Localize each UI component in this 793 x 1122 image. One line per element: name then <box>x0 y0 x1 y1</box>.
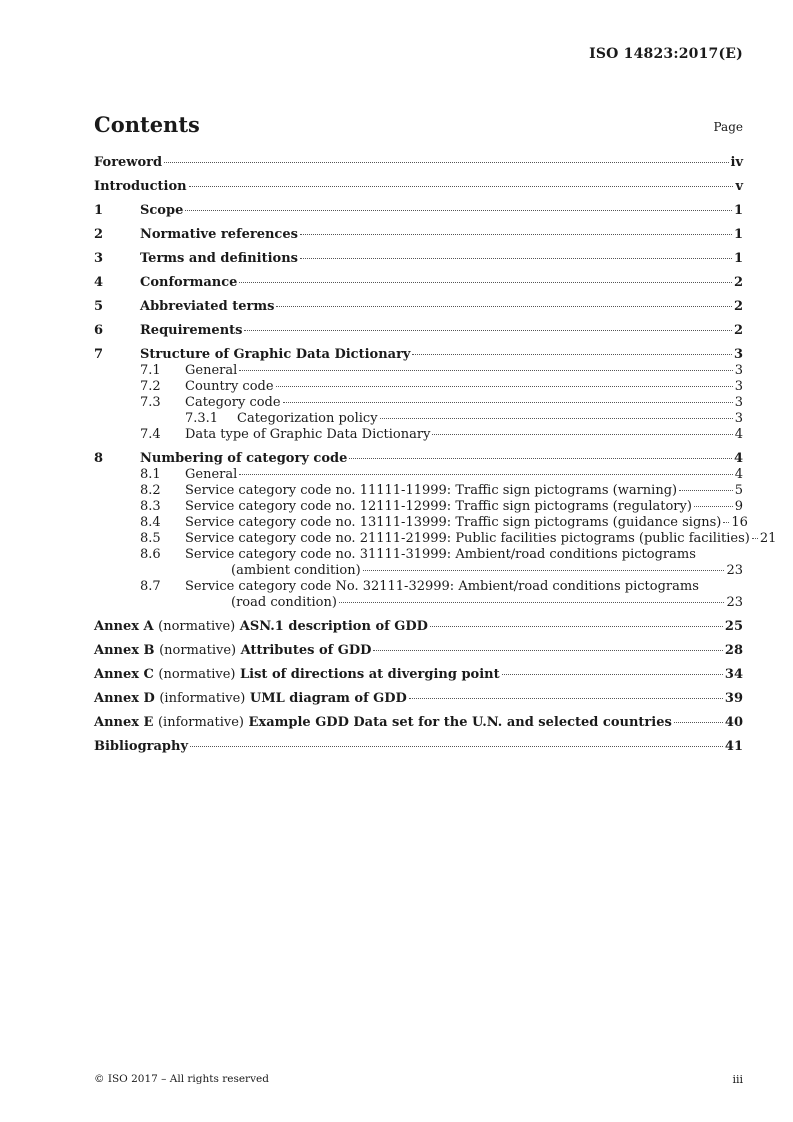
page-title: Contents <box>94 112 200 137</box>
toc-entry-title: Category code <box>185 395 281 410</box>
toc-entry-foreword[interactable] <box>94 155 743 171</box>
toc-entry-title-continued: (ambient condition) <box>231 563 361 578</box>
toc-entry-8-7[interactable] <box>94 579 743 595</box>
toc-entry-page: 2 <box>733 299 743 314</box>
toc-entry-number: 8.7 <box>140 579 161 594</box>
toc-entry-number: 1 <box>94 203 104 218</box>
toc-entry-page: 2 <box>733 275 743 290</box>
contents-header <box>94 112 743 138</box>
toc-entry-title: Country code <box>185 379 274 394</box>
toc-entry-title: Terms and definitions <box>140 251 298 266</box>
toc-entry-number: 8.6 <box>140 547 161 562</box>
toc-entry-annex-c[interactable] <box>94 667 743 683</box>
dot-leader <box>430 625 723 627</box>
dot-leader <box>349 457 732 459</box>
toc-entry-page: 41 <box>724 739 743 754</box>
toc-entry-page: 40 <box>724 715 743 730</box>
annex-kind: (normative) <box>158 667 236 682</box>
copyright-notice: © ISO 2017 – All rights reserved <box>94 1073 269 1085</box>
toc-entry-8-2[interactable] <box>94 483 743 499</box>
toc-entry-page: 34 <box>724 667 743 682</box>
annex-label: Annex E <box>94 715 154 730</box>
toc-entry-page: 1 <box>733 227 743 242</box>
toc-entry-title: Service category code No. 32111-32999: Ambient/road conditions pictograms <box>185 579 699 594</box>
toc-entry-number: 5 <box>94 299 104 314</box>
dot-leader <box>752 537 758 539</box>
toc-entry-7-4[interactable] <box>94 427 743 443</box>
toc-entry-page: 3 <box>734 363 743 378</box>
annex-label: Annex C <box>94 667 154 682</box>
toc-entry-number: 7 <box>94 347 104 362</box>
dot-leader <box>300 257 732 259</box>
table-of-contents <box>94 155 777 755</box>
dot-leader <box>185 209 732 211</box>
dot-leader <box>412 353 731 355</box>
toc-entry-page: 9 <box>734 499 743 514</box>
toc-entry-clause-7[interactable] <box>94 347 743 363</box>
toc-entry-8-6[interactable] <box>94 547 743 563</box>
dot-leader <box>380 417 733 419</box>
annex-title: UML diagram of GDD <box>249 691 407 706</box>
toc-entry-clause-2[interactable] <box>94 227 743 243</box>
toc-entry-page: 5 <box>734 483 743 498</box>
toc-entry-page: 1 <box>733 203 743 218</box>
toc-entry-title: Conformance <box>140 275 238 290</box>
toc-entry-title: Service category code no. 12111-12999: Traffic sign pictograms (regulatory) <box>185 499 692 514</box>
toc-entry-8-7-continued[interactable] <box>94 595 743 611</box>
toc-entry-page: 3 <box>734 395 743 410</box>
toc-entry-7-2[interactable] <box>94 379 743 395</box>
toc-entry-number: 8.5 <box>140 531 161 546</box>
annex-title: Example GDD Data set for the U.N. and selected countries <box>248 715 672 730</box>
toc-entry-number: 7.3 <box>140 395 161 410</box>
toc-entry-number: 8.2 <box>140 483 161 498</box>
document-id: ISO 14823:2017(E) <box>589 46 743 62</box>
toc-entry-8-6-continued[interactable] <box>94 563 743 579</box>
toc-entry-clause-3[interactable] <box>94 251 743 267</box>
toc-entry-number: 8 <box>94 451 104 466</box>
toc-entry-title: Service category code no. 21111-21999: Public facilities pictograms (public facilities) <box>185 531 750 546</box>
toc-entry-annex-b[interactable] <box>94 643 743 659</box>
annex-label: Annex D <box>94 691 155 706</box>
toc-entry-annex-e[interactable] <box>94 715 743 731</box>
toc-entry-page: 1 <box>733 251 743 266</box>
toc-entry-clause-5[interactable] <box>94 299 743 315</box>
annex-title: List of directions at diverging point <box>240 667 500 682</box>
dot-leader <box>164 161 728 163</box>
toc-entry-title: Abbreviated terms <box>140 299 275 314</box>
toc-entry-page: 3 <box>734 411 743 426</box>
dot-leader <box>373 649 722 651</box>
toc-entry-title: Numbering of category code <box>140 451 348 466</box>
toc-entry-title: Introduction <box>94 179 187 194</box>
toc-entry-page: 2 <box>733 323 743 338</box>
annex-kind: (informative) <box>157 715 245 730</box>
page-number: iii <box>732 1073 743 1086</box>
toc-entry-number: 8.4 <box>140 515 161 530</box>
toc-entry-page: iv <box>730 155 743 170</box>
dot-leader <box>190 745 723 747</box>
annex-kind: (informative) <box>159 691 246 706</box>
toc-entry-number: 7.2 <box>140 379 161 394</box>
dot-leader <box>679 489 733 491</box>
toc-entry-number: 7.3.1 <box>185 411 219 426</box>
annex-label: Annex A <box>94 619 154 634</box>
toc-entry-number: 4 <box>94 275 104 290</box>
dot-leader <box>502 673 723 675</box>
dot-leader <box>723 521 729 523</box>
annex-kind: (normative) <box>158 619 236 634</box>
toc-entry-page: 4 <box>733 451 743 466</box>
toc-entry-page: v <box>735 179 743 194</box>
toc-entry-bibliography[interactable] <box>94 739 743 755</box>
toc-entry-8-3[interactable] <box>94 499 743 515</box>
dot-leader <box>239 369 732 371</box>
dot-leader <box>189 185 734 187</box>
toc-entry-page: 16 <box>731 515 748 530</box>
annex-label: Annex B <box>94 643 155 658</box>
toc-entry-page: 39 <box>724 691 743 706</box>
dot-leader <box>300 233 732 235</box>
toc-entry-title: Categorization policy <box>237 411 378 426</box>
dot-leader <box>363 569 725 571</box>
toc-entry-title: Service category code no. 31111-31999: Ambient/road conditions pictograms <box>185 547 696 562</box>
toc-entry-page: 23 <box>726 595 743 610</box>
toc-entry-7-3-1[interactable] <box>94 411 743 427</box>
dot-leader <box>283 401 733 403</box>
annex-title: ASN.1 description of GDD <box>239 619 428 634</box>
toc-entry-title: Requirements <box>140 323 243 338</box>
toc-entry-title: Foreword <box>94 155 163 170</box>
dot-leader <box>694 505 733 507</box>
toc-entry-title: Service category code no. 13111-13999: Traffic sign pictograms (guidance signs) <box>185 515 722 530</box>
toc-entry-page: 4 <box>734 467 743 482</box>
toc-entry-clause-4[interactable] <box>94 275 743 291</box>
dot-leader <box>432 433 732 435</box>
toc-entry-number: 7.4 <box>140 427 161 442</box>
toc-entry-7-3[interactable] <box>94 395 743 411</box>
toc-entry-7-1[interactable] <box>94 363 743 379</box>
dot-leader <box>244 329 731 331</box>
annex-title: Attributes of GDD <box>240 643 372 658</box>
toc-entry-number: 3 <box>94 251 104 266</box>
toc-entry-clause-6[interactable] <box>94 323 743 339</box>
toc-entry-annex-d[interactable] <box>94 691 743 707</box>
toc-entry-title: General <box>185 467 238 482</box>
toc-entry-title-continued: (road condition) <box>231 595 337 610</box>
toc-entry-title: Structure of Graphic Data Dictionary <box>140 347 411 362</box>
toc-entry-title: Data type of Graphic Data Dictionary <box>185 427 431 442</box>
toc-entry-page: 28 <box>724 643 743 658</box>
toc-entry-page: 23 <box>726 563 743 578</box>
toc-entry-number: 7.1 <box>140 363 161 378</box>
toc-entry-number: 8.3 <box>140 499 161 514</box>
toc-entry-title: Normative references <box>140 227 298 242</box>
toc-entry-8-4[interactable] <box>94 515 748 531</box>
toc-entry-clause-1[interactable] <box>94 203 743 219</box>
dot-leader <box>339 601 725 603</box>
toc-entry-title: General <box>185 363 238 378</box>
toc-entry-page: 25 <box>724 619 743 634</box>
dot-leader <box>276 305 732 307</box>
toc-entry-annex-a[interactable] <box>94 619 743 635</box>
dot-leader <box>239 473 732 475</box>
toc-entry-title: Service category code no. 11111-11999: Traffic sign pictograms (warning) <box>185 483 678 498</box>
toc-entry-page: 4 <box>734 427 743 442</box>
toc-entry-number: 6 <box>94 323 104 338</box>
toc-entry-page: 3 <box>734 379 743 394</box>
toc-entry-8-5[interactable] <box>94 531 777 547</box>
toc-entry-title: Scope <box>140 203 184 218</box>
toc-entry-clause-8[interactable] <box>94 451 743 467</box>
dot-leader <box>409 697 723 699</box>
dot-leader <box>674 721 723 723</box>
dot-leader <box>239 281 732 283</box>
toc-entry-number: 8.1 <box>140 467 161 482</box>
annex-kind: (normative) <box>159 643 237 658</box>
toc-entry-introduction[interactable] <box>94 179 743 195</box>
toc-entry-page: 21 <box>759 531 777 546</box>
toc-entry-page: 3 <box>733 347 743 362</box>
dot-leader <box>276 385 733 387</box>
toc-entry-number: 2 <box>94 227 104 242</box>
toc-entry-title: Bibliography <box>94 739 189 754</box>
toc-entry-8-1[interactable] <box>94 467 743 483</box>
page-column-label: Page <box>713 120 743 134</box>
